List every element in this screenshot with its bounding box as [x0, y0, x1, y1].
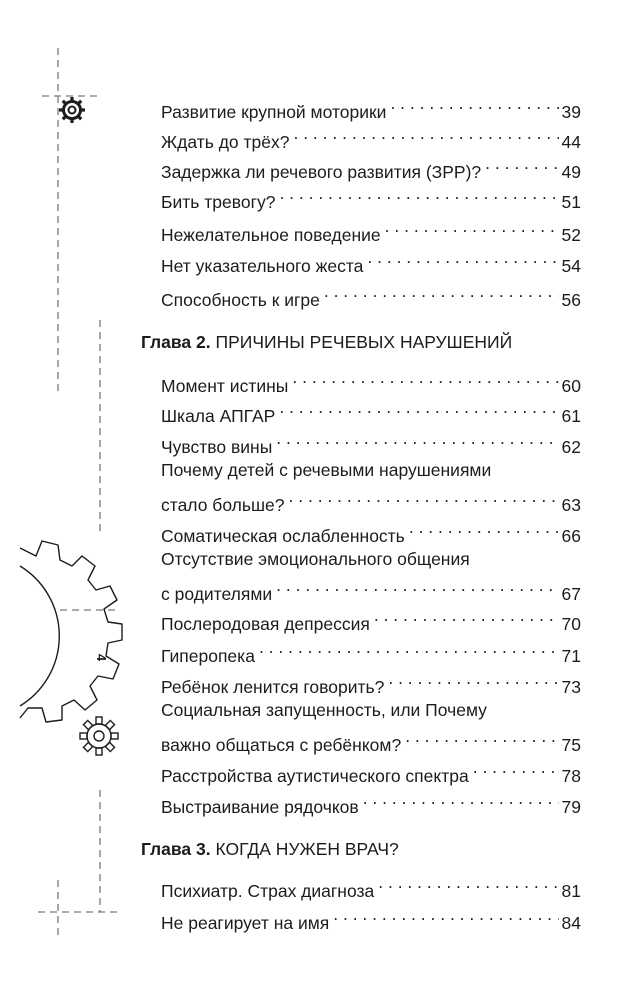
toc-entry-title: Выстраивание рядочков: [161, 797, 359, 817]
toc-entry[interactable]: [161, 88, 581, 122]
dot-leader: [293, 118, 558, 148]
dot-leader: [367, 242, 558, 272]
toc-entry-title: Чувство вины: [161, 437, 273, 457]
chapter-title: ПРИЧИНЫ РЕЧЕВЫХ НАРУШЕНИЙ: [215, 332, 513, 352]
chapter-label: Глава 2.: [141, 332, 211, 352]
toc-entry-page: 49: [561, 162, 581, 182]
toc-entry-page: 63: [561, 495, 581, 515]
dot-leader: [473, 752, 559, 782]
dot-leader: [390, 88, 558, 118]
toc-entry[interactable]: [161, 570, 581, 604]
toc-entry-title: с родителями: [161, 584, 273, 604]
toc-entry[interactable]: [161, 632, 581, 666]
chapter-heading[interactable]: [141, 327, 512, 357]
toc-entry-page: 79: [561, 797, 581, 817]
dot-leader: [405, 721, 558, 751]
toc-entry-page: 56: [561, 290, 581, 310]
toc-entry-page: 67: [561, 584, 581, 604]
dot-leader: [333, 899, 558, 929]
dot-leader: [363, 783, 559, 813]
toc-entry-title: важно общаться с ребёнком?: [161, 735, 402, 755]
toc-entry[interactable]: [161, 392, 581, 426]
toc-entry-page: 39: [561, 102, 581, 122]
toc-entry[interactable]: [161, 512, 581, 546]
toc-entry-title: Соматическая ослабленность: [161, 526, 405, 546]
toc-entry[interactable]: [161, 242, 581, 276]
page-number: 4: [94, 653, 110, 662]
toc-entry-page: 66: [561, 526, 581, 546]
dot-leader: [259, 632, 559, 662]
toc-entry[interactable]: [161, 362, 581, 396]
toc-entry-title-line1: Почему детей с речевыми нарушениями: [161, 460, 492, 480]
dot-leader: [276, 423, 558, 453]
toc-entry-title: Не реагирует на имя: [161, 913, 330, 933]
toc-entry-page: 54: [561, 256, 581, 276]
dot-leader: [378, 867, 558, 897]
dot-leader: [324, 276, 559, 306]
toc-entry-title: Ребёнок ленится говорить?: [161, 677, 385, 697]
chapter-heading[interactable]: [141, 834, 399, 864]
dot-leader: [374, 600, 559, 630]
chapter-label: Глава 3.: [141, 839, 211, 859]
toc-entry-title: Развитие крупной моторики: [161, 102, 387, 122]
toc-entry-title: Психиатр. Страх диагноза: [161, 881, 375, 901]
dot-leader: [409, 512, 559, 542]
toc-entry-title: Задержка ли речевого развития (ЗРР)?: [161, 162, 482, 182]
toc-entry-page: 71: [561, 646, 581, 666]
toc-entry-title: Гиперопека: [161, 646, 255, 666]
toc-entry[interactable]: [161, 783, 581, 817]
toc-entry-page: 44: [561, 132, 581, 152]
toc-entry[interactable]: [161, 481, 581, 515]
toc-entry-page: 70: [561, 614, 581, 634]
toc-entry-title: Момент истины: [161, 376, 289, 396]
toc-entry-title-line1: Социальная запущенность, или Почему: [161, 700, 487, 720]
toc-entry-title: Послеродовая депрессия: [161, 614, 370, 634]
toc-entry-title: Нет указательного жеста: [161, 256, 364, 276]
toc-entry-title: Бить тревогу?: [161, 192, 276, 212]
toc-entry[interactable]: [161, 211, 581, 245]
toc-entry-title-line1: Отсутствие эмоционального общения: [161, 549, 470, 569]
toc-entry[interactable]: [161, 721, 581, 755]
toc-entry[interactable]: [161, 600, 581, 634]
toc-entry-page: 84: [561, 913, 581, 933]
dot-leader: [276, 570, 558, 600]
toc-entry-page: 51: [561, 192, 581, 212]
toc-entry[interactable]: [161, 423, 581, 457]
toc-entry-title: Способность к игре: [161, 290, 320, 310]
dot-leader: [388, 663, 558, 693]
toc-entry-page: 52: [561, 225, 581, 245]
toc-entry[interactable]: [161, 276, 581, 310]
dot-leader: [292, 362, 558, 392]
toc-entry-title: Шкала АПГАР: [161, 406, 276, 426]
toc-entry-page: 81: [561, 881, 581, 901]
toc-entry-page: 61: [561, 406, 581, 426]
toc-entry[interactable]: [161, 178, 581, 212]
dot-leader: [385, 211, 559, 241]
dot-leader: [289, 481, 559, 511]
toc-entry-page: 73: [561, 677, 581, 697]
toc-entry-title: стало больше?: [161, 495, 285, 515]
toc-entry-page: 60: [561, 376, 581, 396]
toc-entry-title: Ждать до трёх?: [161, 132, 290, 152]
toc-entry[interactable]: [161, 148, 581, 182]
dot-leader: [279, 178, 558, 208]
toc-entry-page: 78: [561, 766, 581, 786]
toc-entry-page: 75: [561, 735, 581, 755]
toc-entry-title: Расстройства аутистического спектра: [161, 766, 469, 786]
toc-entry-title: Нежелательное поведение: [161, 225, 381, 245]
toc-entry[interactable]: [161, 867, 581, 901]
dot-leader: [485, 148, 558, 178]
toc-entry[interactable]: [161, 752, 581, 786]
dot-leader: [279, 392, 558, 422]
toc-entry[interactable]: [161, 899, 581, 933]
toc-entry-page: 62: [561, 437, 581, 457]
toc-entry[interactable]: [161, 663, 581, 697]
chapter-title: КОГДА НУЖЕН ВРАЧ?: [215, 839, 399, 859]
toc-entry[interactable]: [161, 118, 581, 152]
